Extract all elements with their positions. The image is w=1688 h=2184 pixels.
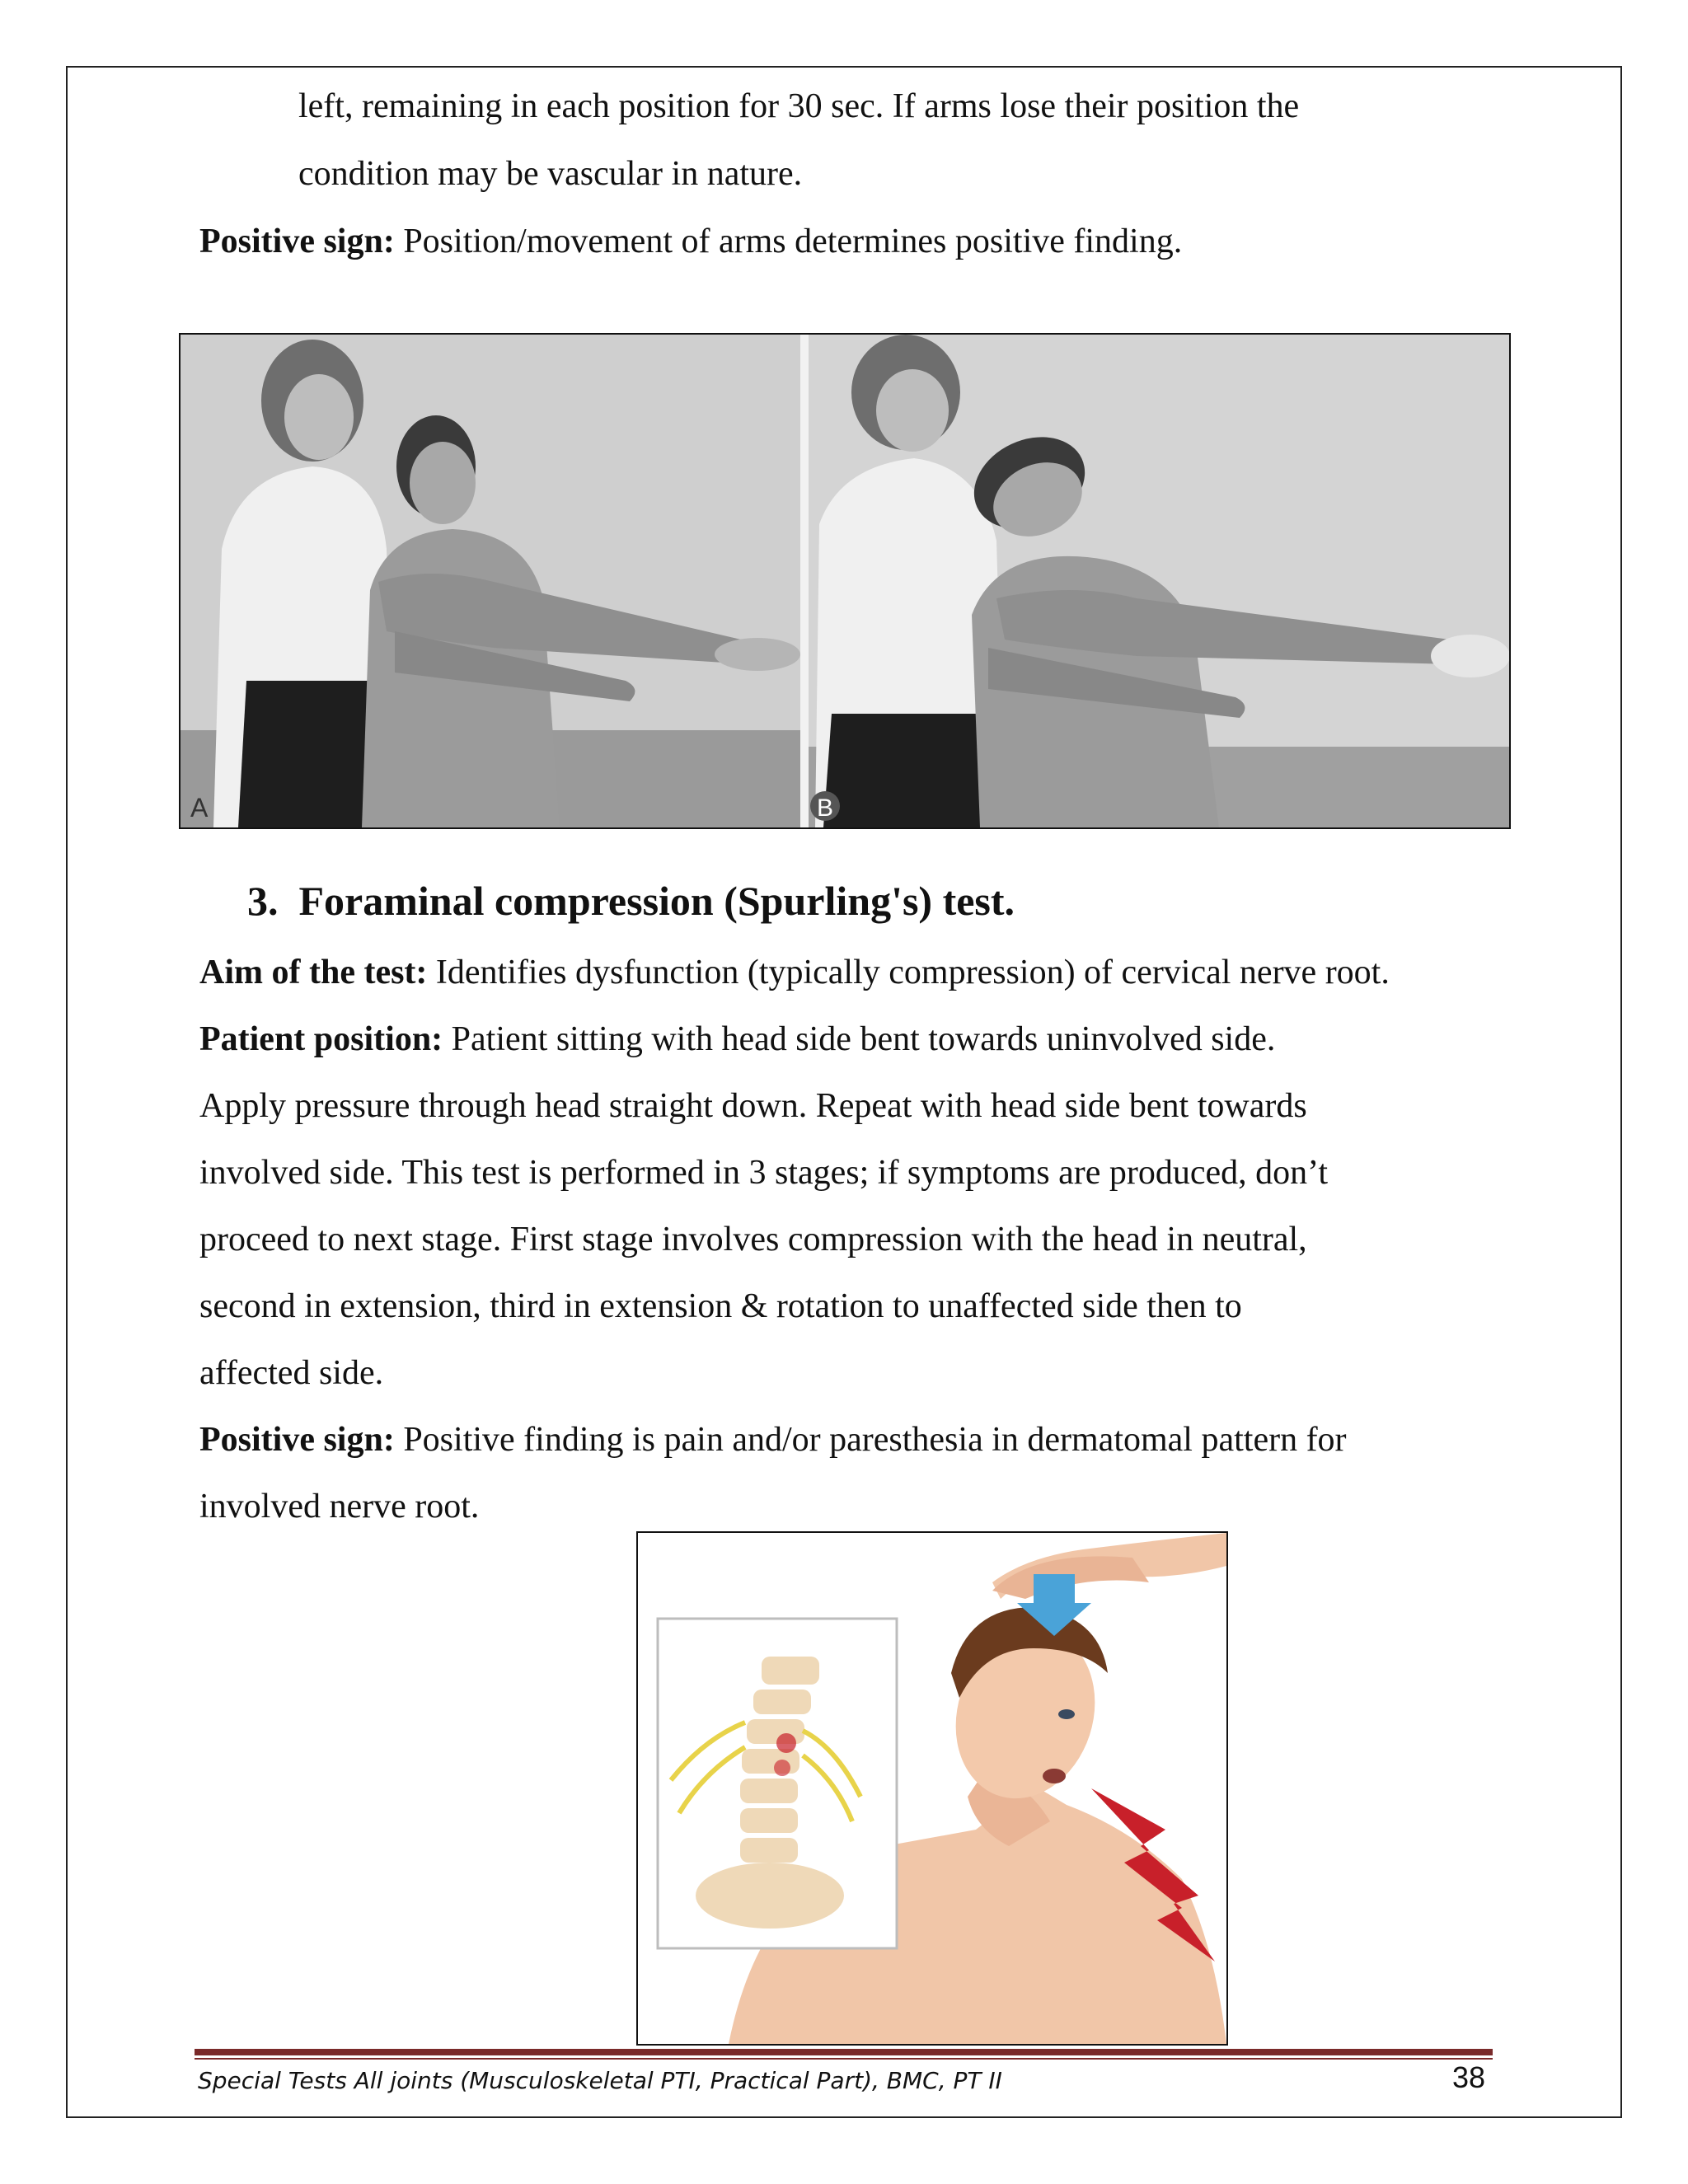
aim-label: Aim of the test: <box>199 954 428 991</box>
section-title: Foraminal compression (Spurling's) test. <box>298 878 1015 924</box>
section-number: 3. <box>247 878 279 924</box>
aim-paragraph <box>199 952 1390 993</box>
patient-position-text: Patient sitting with head side bent towards uninvolved side. <box>443 1020 1276 1058</box>
paragraph-line: Apply pressure through head straight down. Repeat with head side bent towards <box>199 1087 1307 1125</box>
paragraph-line: condition may be vascular in nature. <box>298 155 803 193</box>
positive-sign-paragraph <box>199 1419 1347 1460</box>
spurling-test-illustration <box>636 1531 1228 2046</box>
positive-sign-text: Positive finding is pain and/or paresthesia in dermatomal pattern for <box>394 1421 1347 1459</box>
paragraph-line: proceed to next stage. First stage involves compression with the head in neutral, <box>199 1221 1307 1258</box>
paragraph-line: second in extension, third in extension & rotation to unaffected side then to <box>199 1287 1242 1325</box>
section-heading <box>247 877 1015 925</box>
arm-test-photo-figure <box>179 333 1511 829</box>
page-number: 38 <box>1452 2060 1486 2094</box>
paragraph-line: involved nerve root. <box>199 1488 480 1526</box>
positive-sign-label: Positive sign: <box>199 223 395 260</box>
footer-rule <box>195 2049 1493 2055</box>
positive-sign-paragraph <box>199 221 1182 262</box>
panel-b-label: B <box>817 794 834 822</box>
panel-a-label: A <box>190 793 209 823</box>
spurling-illustration <box>638 1533 1226 2044</box>
arm-test-photo <box>181 335 1509 827</box>
paragraph-line: involved side. This test is performed in 3 stages; if symptoms are produced, don’t <box>199 1154 1329 1192</box>
paragraph-line: left, remaining in each position for 30 sec. If arms lose their position the <box>298 87 1300 125</box>
aim-text: Identifies dysfunction (typically compression) of cervical nerve root. <box>427 954 1390 991</box>
paragraph-line: affected side. <box>199 1354 384 1392</box>
positive-sign-label: Positive sign: <box>199 1421 395 1459</box>
positive-sign-text: Position/movement of arms determines positive finding. <box>394 223 1183 260</box>
footer-rule-thin <box>195 2058 1493 2060</box>
patient-position-label: Patient position: <box>199 1020 443 1058</box>
patient-position-paragraph <box>199 1019 1275 1060</box>
footer-text: Special Tests All joints (Musculoskeletal PTI, Practical Part), BMC, PT II <box>198 2067 1002 2094</box>
